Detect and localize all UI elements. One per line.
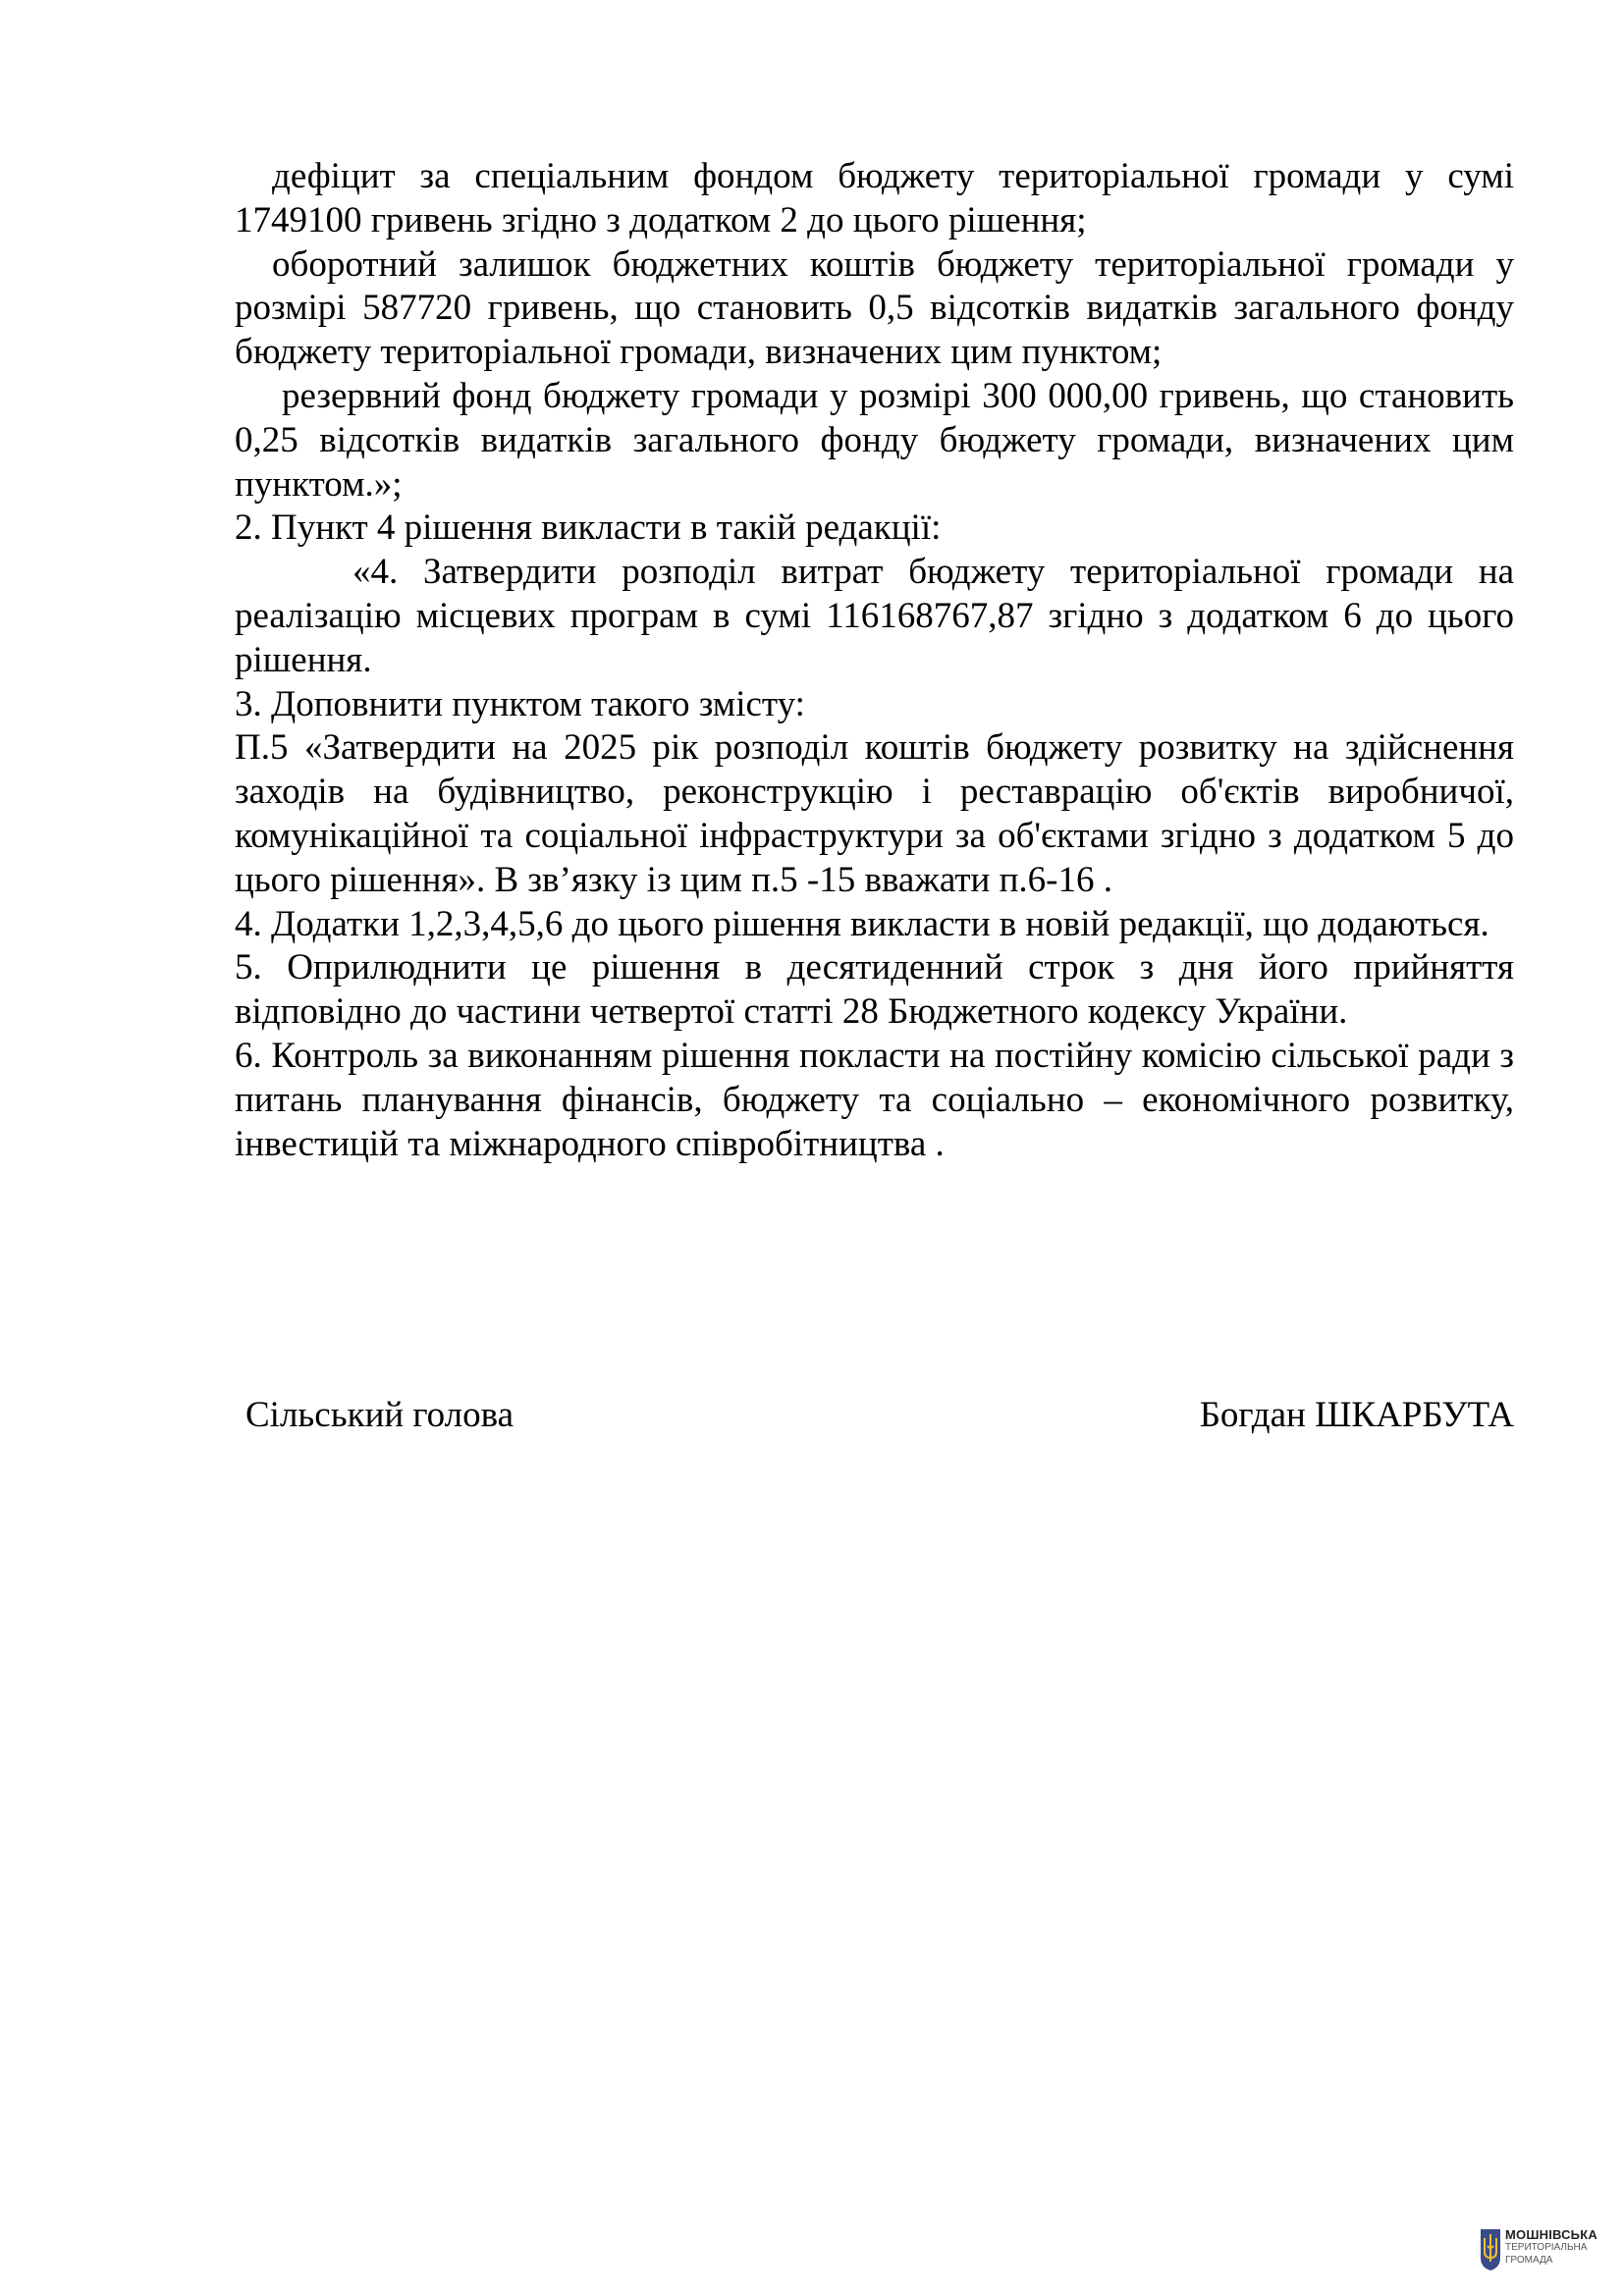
decision-body <box>235 155 1514 1166</box>
signature-name: Богдан ШКАРБУТА <box>1199 1395 1514 1435</box>
paragraph-item-5-text: П.5 «Затвердити на 2025 рік розподіл коштів бюджету розвитку на здійснення заходів на будівництво, реконструкцію і реставрацію об'єктів виробничої, комунікаційної та соціальної інфраструктури за об'єктами згідно з додатком 5 до цього рішення». В звʼязку із цим п.5 -15 вважати п.6-16 . <box>235 727 1514 900</box>
trident-emblem-icon <box>1480 2228 1501 2271</box>
logo-line-3: ГРОМАДА <box>1505 2255 1553 2266</box>
signature-title: Сільський голова <box>245 1395 514 1435</box>
community-logo <box>1480 2226 1617 2287</box>
paragraph-item-4: 4. Додатки 1,2,3,4,5,6 до цього рішення викласти в новій редакції, що додаються. <box>235 903 1489 944</box>
paragraph-item-5: 5. Оприлюднити це рішення в десятиденний строк з дня його прийняття відповідно до частини четвертої статті 28 Бюджетного кодексу України. <box>235 947 1514 1033</box>
logo-text <box>1505 2228 1597 2267</box>
paragraph-reserve-fund: резервний фонд бюджету громади у розмірі 300 000,00 гривень, що становить 0,25 відсотків видатків загального фонду бюджету громади, визначених цим пунктом.»; <box>235 375 1514 505</box>
paragraph-item-3: 3. Доповнити пунктом такого змісту: <box>235 683 805 724</box>
paragraph-working-balance: оборотний залишок бюджетних коштів бюджету територіальної громади у розмірі 587720 гривень, що становить 0,5 відсотків видатків загального фонду бюджету територіальної громади, визначених цим пунктом; <box>235 243 1514 373</box>
paragraph-item-4-text: «4. Затвердити розподіл витрат бюджету територіальної громади на реалізацію місцевих програм в сумі 116168767,87 згідно з додатком 6 до цього рішення. <box>235 552 1514 680</box>
paragraph-item-6: 6. Контроль за виконанням рішення покласти на постійну комісію сільської ради з питань планування фінансів, бюджету та соціально – економічного розвитку, інвестицій та міжнародного співробітництва . <box>235 1035 1514 1164</box>
logo-line-2: ТЕРИТОРІАЛЬНА <box>1505 2242 1588 2253</box>
paragraph-special-fund-deficit: дефіцит за спеціальним фондом бюджету територіальної громади у сумі 1749100 гривень згідно з додатком 2 до цього рішення; <box>235 156 1514 240</box>
logo-line-1: МОШНІВСЬКА <box>1505 2227 1597 2242</box>
paragraph-item-2: 2. Пункт 4 рішення викласти в такій редакції: <box>235 507 942 549</box>
